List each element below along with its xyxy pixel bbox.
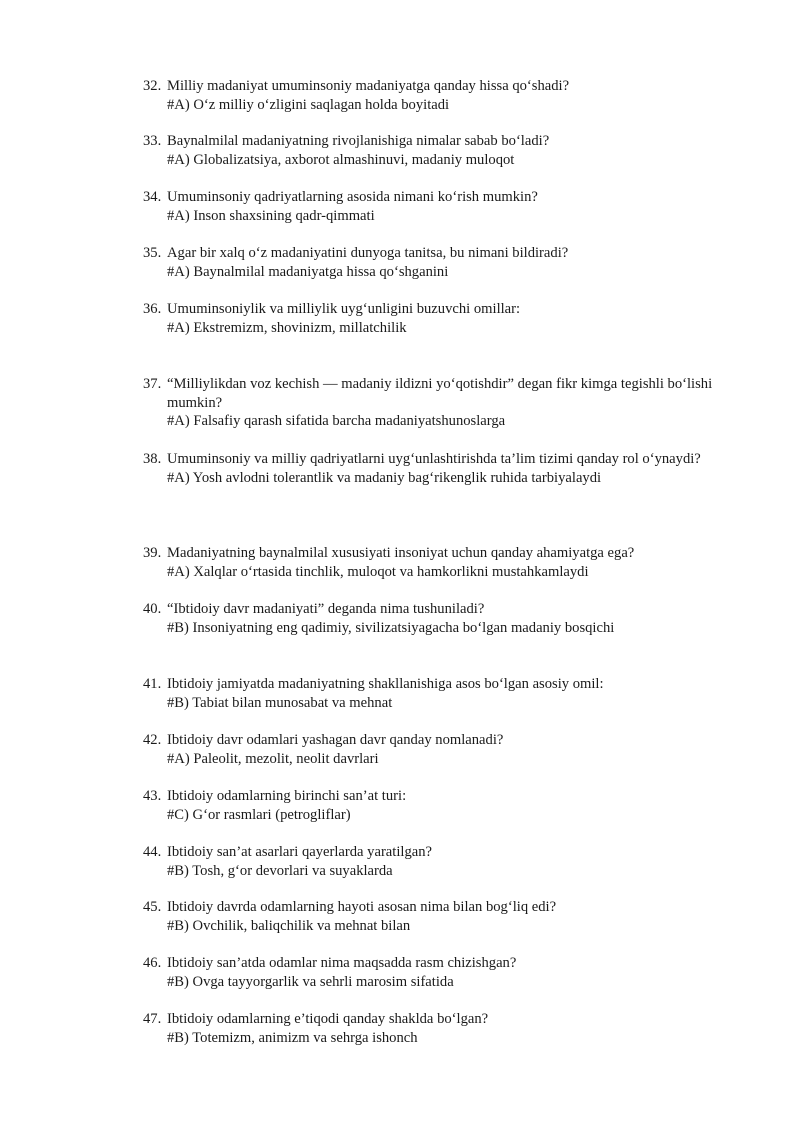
question-text: “Milliylikdan voz kechish — madaniy ildizni yo‘qotishdir” degan fikr kimga tegishli bo‘lishi mumkin? bbox=[167, 376, 713, 411]
question-text: Ibtidoiy davr odamlari yashagan davr qanday nomlanadi? bbox=[167, 732, 504, 748]
answer-text: #A) O‘z milliy o‘zligini saqlagan holda boyitadi bbox=[167, 96, 450, 113]
question-line bbox=[143, 1010, 743, 1029]
question-number: 36. bbox=[143, 301, 162, 317]
answer-text: #A) Yosh avlodni tolerantlik va madaniy bag‘rikenglik ruhida tarbiyalaydi bbox=[167, 469, 602, 486]
question-line bbox=[143, 954, 743, 973]
question-item bbox=[143, 843, 743, 880]
question-number: 42. bbox=[143, 732, 162, 748]
question-line bbox=[143, 787, 743, 806]
question-number: 39. bbox=[143, 545, 162, 561]
question-number: 38. bbox=[143, 451, 162, 467]
answer-text: #A) Baynalmilal madaniyatga hissa qo‘shganini bbox=[167, 263, 449, 280]
question-text: Ibtidoiy odamlarning e’tiqodi qanday shaklda bo‘lgan? bbox=[167, 1011, 489, 1027]
question-item bbox=[143, 731, 743, 768]
question-item bbox=[143, 787, 743, 824]
answer-text: #A) Inson shaxsining qadr-qimmati bbox=[167, 207, 375, 224]
answer-text: #B) Tabiat bilan munosabat va mehnat bbox=[167, 694, 393, 711]
question-number: 45. bbox=[143, 899, 162, 915]
question-number: 46. bbox=[143, 955, 162, 971]
question-line bbox=[143, 188, 743, 207]
answer-text: #A) Globalizatsiya, axborot almashinuvi, madaniy muloqot bbox=[167, 151, 515, 168]
answer-text: #B) Insoniyatning eng qadimiy, sivilizatsiyagacha bo‘lgan madaniy bosqichi bbox=[167, 619, 615, 636]
question-item bbox=[143, 300, 743, 337]
question-line bbox=[143, 544, 743, 563]
question-number: 32. bbox=[143, 78, 162, 94]
question-item bbox=[143, 1010, 743, 1047]
answer-text: #B) Ovchilik, baliqchilik va mehnat bilan bbox=[167, 917, 411, 934]
question-item bbox=[143, 954, 743, 991]
question-item bbox=[143, 375, 743, 431]
question-text: Agar bir xalq o‘z madaniyatini dunyoga tanitsa, bu nimani bildiradi? bbox=[167, 245, 569, 261]
answer-text: #A) Falsafiy qarash sifatida barcha madaniyatshunoslarga bbox=[167, 413, 506, 429]
question-text: Umuminsoniy qadriyatlarning asosida nimani ko‘rish mumkin? bbox=[167, 189, 538, 205]
question-text: “Ibtidoiy davr madaniyati” deganda nima tushuniladi? bbox=[167, 601, 485, 617]
question-text: Ibtidoiy jamiyatda madaniyatning shakllanishiga asos bo‘lgan asosiy omil: bbox=[167, 676, 604, 692]
question-line bbox=[143, 300, 743, 319]
question-number: 33. bbox=[143, 133, 162, 149]
question-item bbox=[143, 675, 743, 712]
answer-text: #C) G‘or rasmlari (petrogliflar) bbox=[167, 806, 351, 823]
answer-text: #A) Paleolit, mezolit, neolit davrlari bbox=[167, 750, 379, 767]
question-item bbox=[143, 244, 743, 281]
question-number: 41. bbox=[143, 676, 162, 692]
question-line bbox=[143, 450, 743, 469]
question-item bbox=[143, 450, 743, 487]
answer-text: #B) Ovga tayyorgarlik va sehrli marosim sifatida bbox=[167, 973, 454, 990]
question-text: Ibtidoiy odamlarning birinchi san’at turi: bbox=[167, 788, 407, 804]
question-line bbox=[143, 375, 743, 412]
question-text: Umuminsoniy va milliy qadriyatlarni uyg‘unlashtirishda ta’lim tizimi qanday rol o‘ynaydi? bbox=[167, 451, 701, 467]
question-line bbox=[143, 600, 743, 619]
question-text: Umuminsoniylik va milliylik uyg‘unligini buzuvchi omillar: bbox=[167, 301, 521, 317]
question-line bbox=[143, 843, 743, 862]
answer-text: #A) Ekstremizm, shovinizm, millatchilik bbox=[167, 319, 407, 336]
question-number: 35. bbox=[143, 245, 162, 261]
question-number: 43. bbox=[143, 788, 162, 804]
question-line bbox=[143, 731, 743, 750]
question-item bbox=[143, 132, 743, 169]
question-number: 34. bbox=[143, 189, 162, 205]
question-item bbox=[143, 544, 743, 581]
question-item bbox=[143, 600, 743, 637]
question-line bbox=[143, 675, 743, 694]
question-text: Milliy madaniyat umuminsoniy madaniyatga qanday hissa qo‘shadi? bbox=[167, 78, 570, 94]
question-text: Madaniyatning baynalmilal xususiyati insoniyat uchun qanday ahamiyatga ega? bbox=[167, 545, 635, 561]
answer-text: #B) Tosh, g‘or devorlari va suyaklarda bbox=[167, 862, 393, 879]
question-line bbox=[143, 244, 743, 263]
question-line bbox=[143, 898, 743, 917]
answer-text: #A) Xalqlar o‘rtasida tinchlik, muloqot va hamkorlikni mustahkamlaydi bbox=[167, 563, 589, 580]
answer-text: #B) Totemizm, animizm va sehrga ishonch bbox=[167, 1029, 418, 1046]
question-text: Ibtidoiy san’at asarlari qayerlarda yaratilgan? bbox=[167, 844, 432, 860]
question-line bbox=[143, 132, 743, 151]
question-number: 40. bbox=[143, 601, 162, 617]
question-text: Baynalmilal madaniyatning rivojlanishiga nimalar sabab bo‘ladi? bbox=[167, 133, 550, 149]
question-number: 47. bbox=[143, 1011, 162, 1027]
question-number: 37. bbox=[143, 376, 162, 392]
question-number: 44. bbox=[143, 844, 162, 860]
question-item bbox=[143, 898, 743, 935]
question-text: Ibtidoiy san’atda odamlar nima maqsadda rasm chizishgan? bbox=[167, 955, 517, 971]
question-item bbox=[143, 188, 743, 225]
question-text: Ibtidoiy davrda odamlarning hayoti asosan nima bilan bog‘liq edi? bbox=[167, 899, 557, 915]
question-item bbox=[143, 77, 743, 114]
question-line bbox=[143, 77, 743, 96]
